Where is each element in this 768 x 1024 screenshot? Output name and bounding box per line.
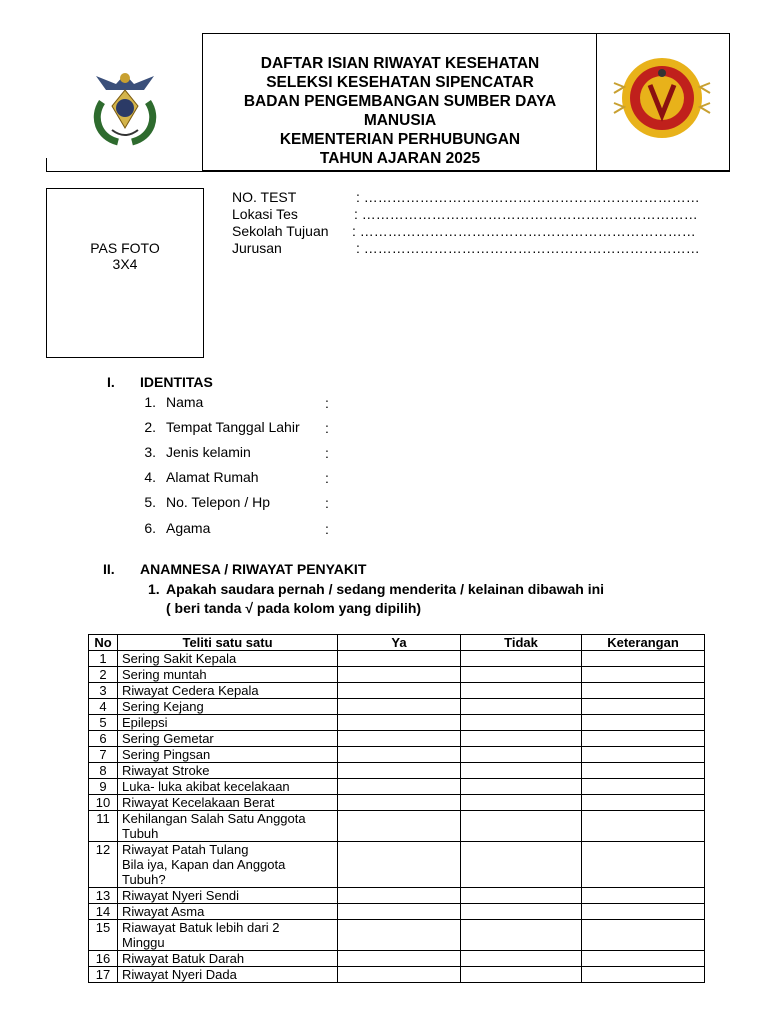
no-cell[interactable] <box>461 842 582 888</box>
row-number: 16 <box>89 951 118 967</box>
row-item <box>118 888 338 904</box>
row-item <box>118 731 338 747</box>
row-item-line: Sering Pingsan <box>122 747 211 762</box>
home-address-field[interactable]: : <box>325 470 329 486</box>
yes-cell[interactable] <box>338 951 461 967</box>
notes-cell[interactable] <box>582 811 705 842</box>
test-location-label: Lokasi Tes <box>232 206 298 222</box>
notes-cell[interactable] <box>582 888 705 904</box>
yes-cell[interactable] <box>338 747 461 763</box>
notes-cell[interactable] <box>582 763 705 779</box>
home-address-label: Alamat Rumah <box>166 469 259 485</box>
column-header-item: Teliti satu satu <box>118 635 338 651</box>
yes-cell[interactable] <box>338 651 461 667</box>
row-item-line: Riwayat Nyeri Dada <box>122 967 237 982</box>
row-number: 9 <box>89 779 118 795</box>
phone-field[interactable]: : <box>325 495 329 511</box>
notes-cell[interactable] <box>582 715 705 731</box>
row-item <box>118 811 338 842</box>
row-number: 4 <box>89 699 118 715</box>
row-item <box>118 779 338 795</box>
table-row <box>89 951 705 967</box>
gender-field[interactable]: : <box>325 445 329 461</box>
column-header-no-answer: Tidak <box>461 635 582 651</box>
row-item-line: Sering Sakit Kepala <box>122 651 237 666</box>
row-item <box>118 904 338 920</box>
row-item-line: Riwayat Asma <box>122 904 205 919</box>
birth-place-date-label: Tempat Tanggal Lahir <box>166 419 300 435</box>
no-cell[interactable] <box>461 715 582 731</box>
medical-history-table <box>88 634 705 983</box>
left-emblem-logo <box>88 62 162 146</box>
column-header-yes: Ya <box>338 635 461 651</box>
row-number: 6 <box>89 731 118 747</box>
row-number: 11 <box>89 811 118 842</box>
field-number: 1. <box>144 394 156 410</box>
test-location-field[interactable]: : ……………………………………………………………… <box>354 206 698 222</box>
row-item <box>118 699 338 715</box>
header-left-tick <box>46 158 47 171</box>
row-item-line: Bila iya, Kapan dan Anggota <box>122 857 286 872</box>
no-cell[interactable] <box>461 779 582 795</box>
table-row <box>89 967 705 983</box>
row-item <box>118 920 338 951</box>
table-row <box>89 811 705 842</box>
no-cell[interactable] <box>461 795 582 811</box>
row-item-line: Epilepsi <box>122 715 168 730</box>
major-label: Jurusan <box>232 240 282 256</box>
yes-cell[interactable] <box>338 667 461 683</box>
notes-cell[interactable] <box>582 920 705 951</box>
religion-label: Agama <box>166 520 211 536</box>
table-row <box>89 699 705 715</box>
photo-label <box>46 240 204 272</box>
row-item-line: Riwayat Batuk Darah <box>122 951 245 966</box>
yes-cell[interactable] <box>338 967 461 983</box>
no-cell[interactable] <box>461 731 582 747</box>
no-cell[interactable] <box>461 651 582 667</box>
row-item <box>118 763 338 779</box>
table-row <box>89 888 705 904</box>
row-item-line: Riwayat Patah Tulang <box>122 842 249 857</box>
title-line: KEMENTERIAN PERHUBUNGAN <box>279 131 521 148</box>
table-body <box>89 651 705 983</box>
no-cell[interactable] <box>461 763 582 779</box>
yes-cell[interactable] <box>338 795 461 811</box>
no-cell[interactable] <box>461 667 582 683</box>
yes-cell[interactable] <box>338 920 461 951</box>
row-number: 14 <box>89 904 118 920</box>
table-row <box>89 747 705 763</box>
yes-cell[interactable] <box>338 763 461 779</box>
row-number: 3 <box>89 683 118 699</box>
no-cell[interactable] <box>461 699 582 715</box>
field-number: 5. <box>144 494 156 510</box>
row-item-line: Tubuh? <box>122 872 166 887</box>
row-number: 7 <box>89 747 118 763</box>
notes-cell[interactable] <box>582 842 705 888</box>
table-row <box>89 920 705 951</box>
notes-cell[interactable] <box>582 967 705 983</box>
row-item-line: Riwayat Nyeri Sendi <box>122 888 240 903</box>
field-number: 4. <box>144 469 156 485</box>
birth-place-date-field[interactable]: : <box>325 420 329 436</box>
title-divider <box>596 33 597 171</box>
no-cell[interactable] <box>461 951 582 967</box>
row-item-line: Minggu <box>122 935 165 950</box>
no-cell[interactable] <box>461 888 582 904</box>
title-line: TAHUN AJARAN 2025 <box>319 150 481 167</box>
test-number-field[interactable]: : ……………………………………………………………… <box>356 189 700 205</box>
question-number: 1. <box>148 581 160 597</box>
field-number: 2. <box>144 419 156 435</box>
row-item <box>118 667 338 683</box>
table-row <box>89 667 705 683</box>
yes-cell[interactable] <box>338 731 461 747</box>
no-cell[interactable] <box>461 747 582 763</box>
table-row <box>89 842 705 888</box>
notes-cell[interactable] <box>582 667 705 683</box>
notes-cell[interactable] <box>582 699 705 715</box>
table-row <box>89 779 705 795</box>
row-item <box>118 683 338 699</box>
row-item-line: Riwayat Kecelakaan Berat <box>122 795 275 810</box>
phone-label: No. Telepon / Hp <box>166 494 271 510</box>
row-number: 17 <box>89 967 118 983</box>
major-field[interactable]: : ……………………………………………………………… <box>356 240 700 256</box>
question-text: Apakah saudara pernah / sedang menderita / kelainan dibawah ini <box>166 581 605 597</box>
name-label: Nama <box>166 394 204 410</box>
notes-cell[interactable] <box>582 904 705 920</box>
row-item-line: Sering muntah <box>122 667 207 682</box>
field-number: 3. <box>144 444 156 460</box>
target-school-field[interactable]: : ……………………………………………………………… <box>352 223 696 239</box>
yes-cell[interactable] <box>338 888 461 904</box>
header-bottom-line <box>46 171 730 172</box>
yes-cell[interactable] <box>338 811 461 842</box>
table-row <box>89 715 705 731</box>
notes-cell[interactable] <box>582 951 705 967</box>
title-line: DAFTAR ISIAN RIWAYAT KESEHATAN <box>260 55 540 72</box>
row-item <box>118 747 338 763</box>
yes-cell[interactable] <box>338 779 461 795</box>
row-item-line: Sering Gemetar <box>122 731 214 746</box>
notes-cell[interactable] <box>582 651 705 667</box>
row-number: 10 <box>89 795 118 811</box>
name-field[interactable]: : <box>325 395 329 411</box>
row-item <box>118 951 338 967</box>
row-item-line: Kehilangan Salah Satu Anggota <box>122 811 306 826</box>
row-item <box>118 842 338 888</box>
row-item <box>118 795 338 811</box>
row-item-line: Riwayat Cedera Kepala <box>122 683 259 698</box>
religion-field[interactable]: : <box>325 521 329 537</box>
table-row <box>89 763 705 779</box>
yes-cell[interactable] <box>338 699 461 715</box>
row-item-line: Riawayat Batuk lebih dari 2 <box>122 920 280 935</box>
row-number: 8 <box>89 763 118 779</box>
yes-cell[interactable] <box>338 842 461 888</box>
document-title <box>206 54 594 168</box>
table-row <box>89 651 705 667</box>
row-item-line: Sering Kejang <box>122 699 204 714</box>
target-school-label: Sekolah Tujuan <box>232 223 329 239</box>
photo-label-line: 3X4 <box>112 256 138 272</box>
row-number: 2 <box>89 667 118 683</box>
test-number-label: NO. TEST <box>232 189 297 205</box>
no-cell[interactable] <box>461 904 582 920</box>
notes-cell[interactable] <box>582 795 705 811</box>
row-item <box>118 715 338 731</box>
notes-cell[interactable] <box>582 779 705 795</box>
row-number: 13 <box>89 888 118 904</box>
row-item-line: Luka- luka akibat kecelakaan <box>122 779 290 794</box>
title-line: BADAN PENGEMBANGAN SUMBER DAYA <box>243 93 557 110</box>
table-row <box>89 683 705 699</box>
yes-cell[interactable] <box>338 715 461 731</box>
column-header-no: No <box>89 635 118 651</box>
row-item-line: Riwayat Stroke <box>122 763 210 778</box>
table-row <box>89 795 705 811</box>
no-cell[interactable] <box>461 920 582 951</box>
notes-cell[interactable] <box>582 683 705 699</box>
question-instruction: ( beri tanda √ pada kolom yang dipilih) <box>166 600 422 616</box>
section-1-title: IDENTITAS <box>140 374 213 390</box>
row-number: 15 <box>89 920 118 951</box>
yes-cell[interactable] <box>338 683 461 699</box>
table-header-row <box>89 635 705 651</box>
right-emblem-logo <box>610 55 714 141</box>
section-2-title: ANAMNESA / RIWAYAT PENYAKIT <box>140 561 367 577</box>
row-number: 5 <box>89 715 118 731</box>
section-1-numeral: I. <box>107 374 115 390</box>
column-header-notes: Keterangan <box>582 635 705 651</box>
yes-cell[interactable] <box>338 904 461 920</box>
title-line: MANUSIA <box>363 112 437 129</box>
photo-label-line: PAS FOTO <box>90 240 160 256</box>
table-row <box>89 904 705 920</box>
photo-box[interactable] <box>46 188 204 358</box>
row-number: 1 <box>89 651 118 667</box>
row-number: 12 <box>89 842 118 888</box>
title-line: SELEKSI KESEHATAN SIPENCATAR <box>266 74 534 91</box>
section-2-numeral: II. <box>103 561 115 577</box>
gender-label: Jenis kelamin <box>166 444 251 460</box>
row-item <box>118 651 338 667</box>
notes-cell[interactable] <box>582 731 705 747</box>
no-cell[interactable] <box>461 811 582 842</box>
no-cell[interactable] <box>461 683 582 699</box>
row-item <box>118 967 338 983</box>
row-item-line: Tubuh <box>122 826 159 841</box>
no-cell[interactable] <box>461 967 582 983</box>
notes-cell[interactable] <box>582 747 705 763</box>
field-number: 6. <box>144 520 156 536</box>
table-row <box>89 731 705 747</box>
